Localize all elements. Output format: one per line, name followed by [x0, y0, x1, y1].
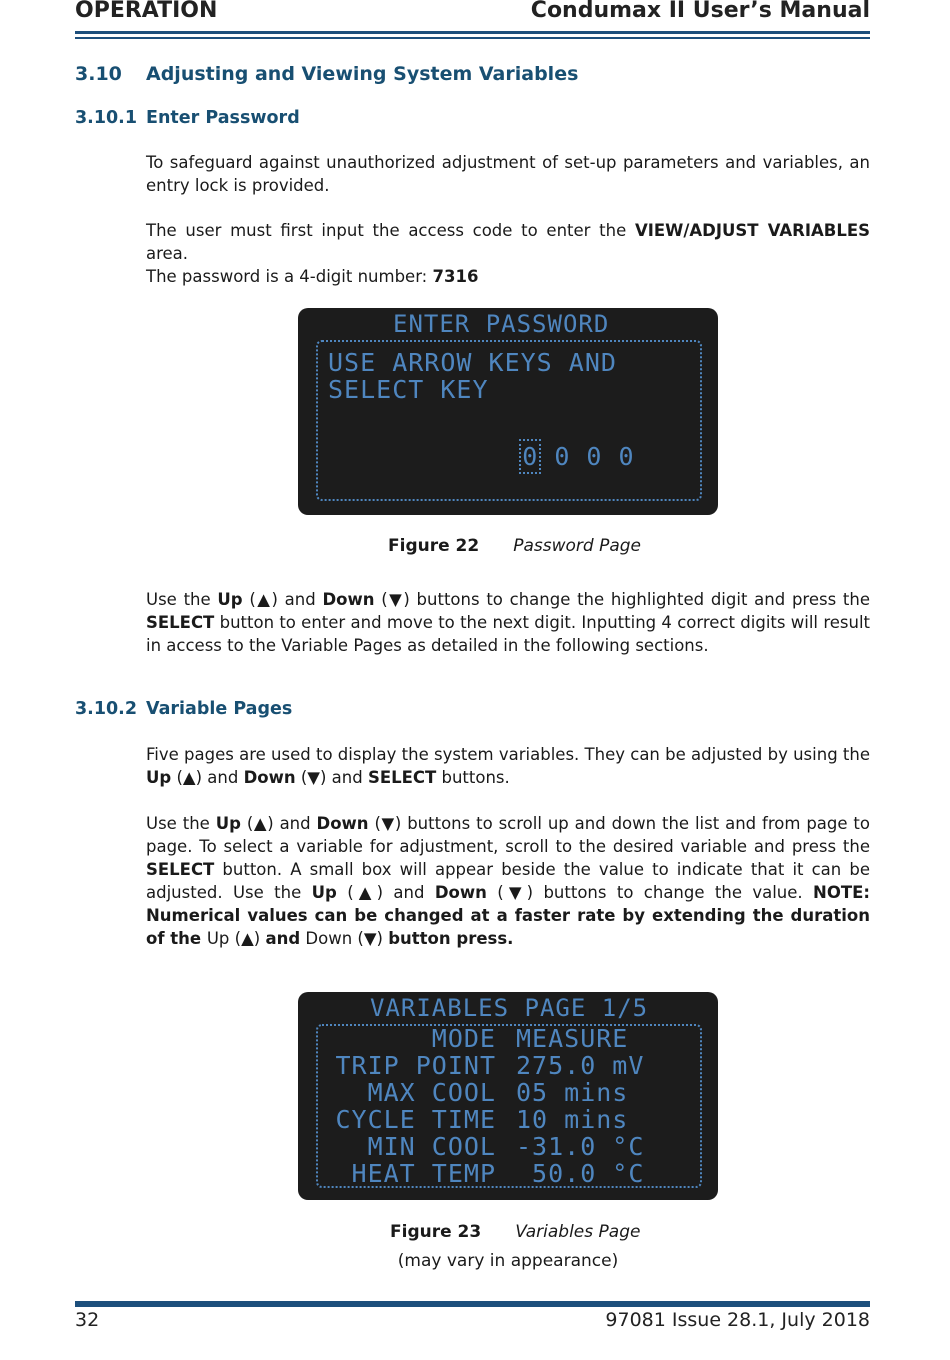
footer-page-number: 32	[75, 1309, 100, 1331]
paragraph-safeguard: To safeguard against unauthorized adjustment of set-up parameters and variables, an entry lock is provided.	[146, 153, 870, 195]
lcd-variable-value: 275.0 mV	[516, 1051, 645, 1080]
subsection-1-title: Enter Password	[146, 108, 300, 128]
lcd-variable-label: MIN COOL	[367, 1132, 496, 1161]
lcd-password-selected-digit: 0	[522, 442, 539, 471]
lcd-variable-label: HEAT TEMP	[351, 1159, 496, 1188]
lcd-variables-title: VARIABLES PAGE 1/5	[370, 994, 649, 1022]
lcd-password-other-digits: 0 0 0	[538, 442, 635, 471]
lcd-password-line1: USE ARROW KEYS AND	[328, 348, 617, 377]
header-section-label: OPERATION	[75, 0, 218, 23]
subsection-1-number: 3.10.1	[75, 108, 138, 128]
lcd-variable-value: 05 mins	[516, 1078, 629, 1107]
lcd-variable-value: 10 mins	[516, 1105, 629, 1134]
paragraph-password: The password is a 4-digit number: 7316	[146, 267, 479, 286]
paragraph-digit-entry: Use the Up (▲) and Down (▼) buttons to change the highlighted digit and press the SELECT button to enter and move to the next digit. Inputting 4 correct digits will result in access to the Variable Pages as detailed in the following sections.	[146, 590, 870, 655]
lcd-variable-value: MEASURE	[516, 1024, 629, 1053]
subsection-2-number: 3.10.2	[75, 699, 138, 719]
paragraph-access-code: The user must first input the access code to enter the VIEW/ADJUST VARIABLES area.	[146, 221, 870, 263]
lcd-variable-value: -31.0 °C	[516, 1132, 645, 1161]
paragraph-five-pages: Five pages are used to display the system variables. They can be adjusted by using the Up (▲) and Down (▼) and SELECT buttons.	[146, 745, 870, 787]
header-rule-thin	[75, 37, 870, 39]
lcd-variable-label: TRIP POINT	[335, 1051, 496, 1080]
password-code: 7316	[432, 267, 479, 286]
figure-22-caption: Figure 22 Password Page	[388, 536, 641, 556]
footer-rule	[75, 1301, 870, 1307]
section-title: Adjusting and Viewing System Variables	[146, 63, 579, 85]
lcd-password-line2: SELECT KEY	[328, 375, 489, 404]
lcd-variable-label: MAX COOL	[367, 1078, 496, 1107]
figure-23-caption: Figure 23 Variables Page	[390, 1222, 641, 1242]
lcd-password-display	[298, 308, 718, 515]
lcd-variable-label: CYCLE TIME	[335, 1105, 496, 1134]
lcd-variable-value: 50.0 °C	[516, 1159, 645, 1188]
figure-23-note: (may vary in appearance)	[397, 1251, 619, 1271]
lcd-password-digits	[458, 413, 635, 500]
header-rule-thick	[75, 31, 870, 34]
footer-issue: 97081 Issue 28.1, July 2018	[605, 1309, 870, 1331]
lcd-variables-display	[298, 992, 718, 1200]
header-manual-title: Condumax II User’s Manual	[530, 0, 870, 23]
lcd-password-title: ENTER PASSWORD	[393, 310, 610, 338]
subsection-2-title: Variable Pages	[146, 699, 293, 719]
lcd-variable-label: MODE	[431, 1024, 496, 1053]
paragraph-scroll-adjust: Use the Up (▲) and Down (▼) buttons to scroll up and down the list and from page to page. To select a variable for adjustment, scroll to the desired variable and press the SELECT button. A small box will appear beside the value to indicate that it can be adjusted. Use the Up (▲) and Down (▼) buttons to change the value. NOTE: Numerical values can be changed at a faster rate by extending the duration of the Up (▲) and Down (▼) button press.	[146, 814, 871, 948]
section-number: 3.10	[75, 63, 122, 85]
